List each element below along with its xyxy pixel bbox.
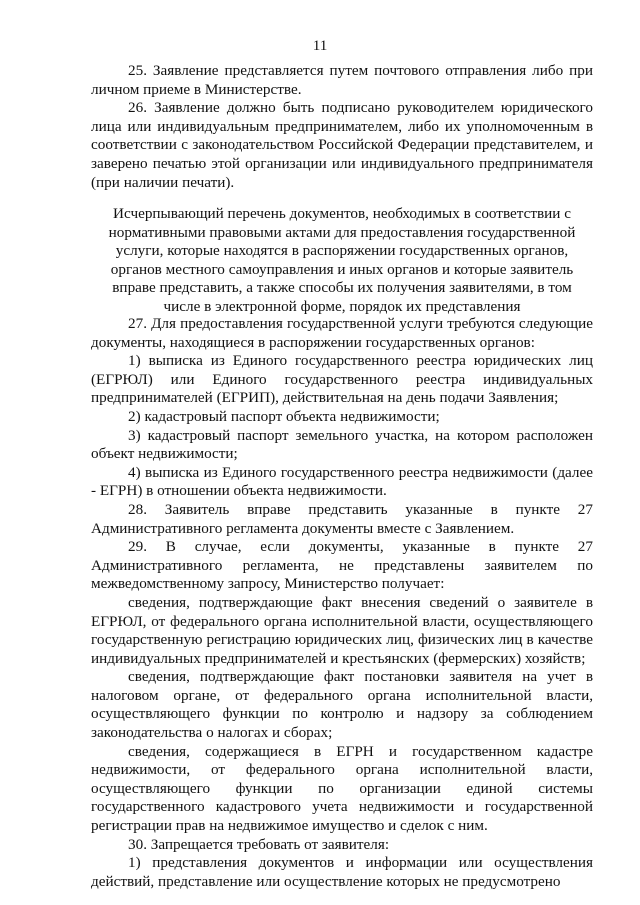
list-item-4: 4) выписка из Единого государственного реестра недвижимости (далее - ЕГРН) в отношении объекта недвижимости. — [91, 463, 593, 500]
list-item-1: 1) выписка из Единого государственного реестра юридических лиц (ЕГРЮЛ) или Единого государственного реестра индивидуальных предпринимателей (ЕГРИП), действительная на день подачи Заявления; — [91, 352, 593, 407]
list-item-3: 3) кадастровый паспорт земельного участка, на котором расположен объект недвижимости; — [91, 426, 593, 463]
paragraph-29: 29. В случае, если документы, указанные в пункте 27 Административного регламента, не представлены заявителем по межведомственному запросу, Министерство получает: — [91, 538, 593, 593]
page-number: 11 — [312, 37, 328, 54]
paragraphs-block-top — [91, 62, 593, 192]
paragraph-29-item-a: сведения, подтверждающие факт внесения сведений о заявителе в ЕГРЮЛ, от федерального органа исполнительной власти, осуществляющего государственную регистрацию юридических лиц, физических лиц в качестве индивидуальных предпринимателей и крестьянских (фермерских) хозяйств; — [91, 593, 593, 667]
paragraph-26: 26. Заявление должно быть подписано руководителем юридического лица или индивидуальным предпринимателем, либо их уполномоченным в соответствии с законодательством Российской Федерации представителем, и заверено печатью этой организации или индивидуального предпринимателя (при наличии печати). — [91, 99, 593, 191]
paragraph-25: 25. Заявление представляется путем почтового отправления либо при личном приеме в Министерстве. — [91, 62, 593, 98]
paragraph-29-item-b: сведения, подтверждающие факт постановки заявителя на учет в налоговом органе, от федерального органа исполнительной власти, осуществляющего функции по контролю и надзору за соблюдением законодательства о налогах и сборах; — [91, 668, 593, 742]
section-heading-text: Исчерпывающий перечень документов, необходимых в соответствии с нормативными правовыми актами для предоставления государственной услуги, которые находятся в распоряжении государственных органов, органов местного самоуправления и иных органов и которые заявитель вправе представить, а также способы их получения заявителями, в том числе в электронной форме, порядок их представления — [108, 205, 576, 315]
paragraph-27: 27. Для предоставления государственной услуги требуются следующие документы, находящиеся в распоряжении государственных органов: — [91, 315, 593, 351]
paragraph-29-item-c: сведения, содержащиеся в ЕГРН и государственном кадастре недвижимости, от федерального органа исполнительной власти, осуществляющего функции по организации единой системы государственного кадастрового учета недвижимости и государственной регистрации прав на недвижимое имущество и сделок с ним. — [91, 742, 593, 835]
paragraph-30: 30. Запрещается требовать от заявителя: — [128, 835, 390, 853]
paragraphs-block-main — [91, 315, 593, 891]
list-item-2: 2) кадастровый паспорт объекта недвижимости; — [128, 407, 440, 425]
section-heading — [92, 205, 592, 317]
paragraph-28: 28. Заявитель вправе представить указанные в пункте 27 Административного регламента документы вместе с Заявлением. — [91, 500, 593, 537]
paragraph-30-item-1: 1) представления документов и информации или осуществления действий, представление или осуществление которых не предусмотрено — [91, 854, 593, 890]
